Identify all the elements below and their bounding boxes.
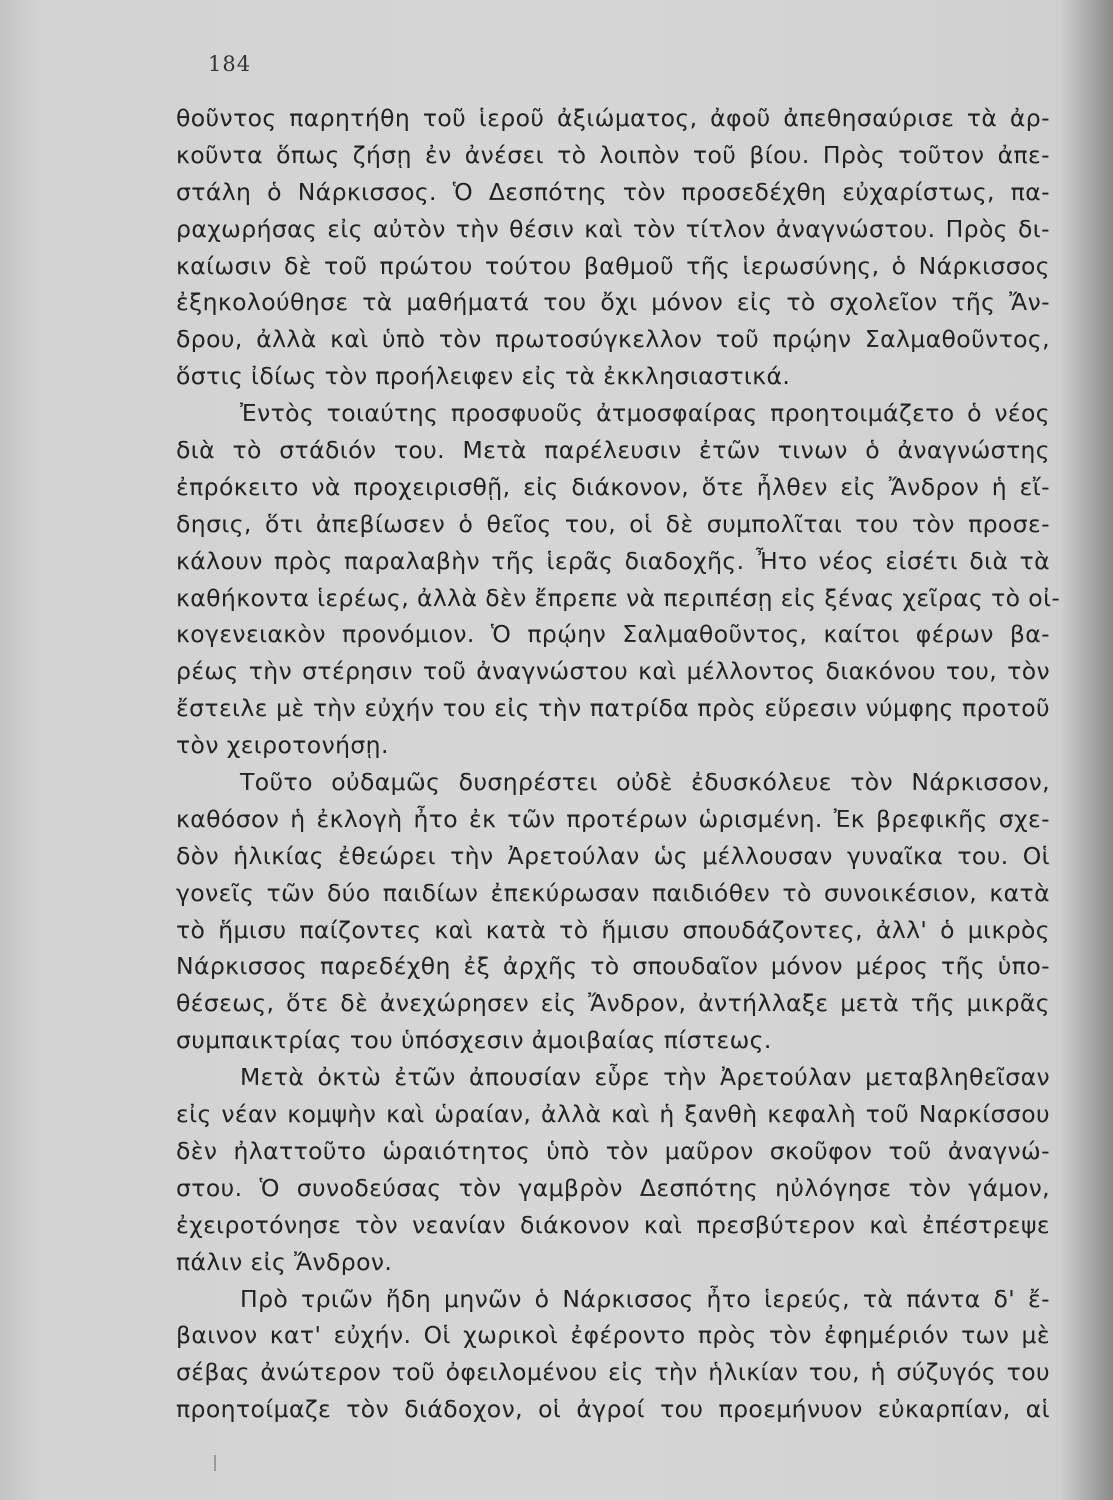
text-line: καθήκοντα ἱερέως, ἀλλὰ δὲν ἔπρεπε νὰ περιπέσῃ εἰς ξένας χεῖρας τὸ οἰ-: [176, 583, 1061, 612]
text-line: δὲν ἠλαττοῦτο ὡραιότητος ὑπὸ τὸν μαῦρον σκοῦφον τοῦ ἀναγνώ-: [176, 1136, 1050, 1165]
text-line: καίωσιν δὲ τοῦ πρώτου τούτου βαθμοῦ τῆς ἱερωσύνης, ὁ Νάρκισσος: [176, 251, 1050, 280]
text-line: στου. Ὁ συνοδεύσας τὸν γαμβρὸν Δεσπότης ηὐλόγησε τὸν γάμον,: [176, 1173, 1050, 1202]
text-line: κογενειακὸν προνόμιον. Ὁ πρῴην Σαλμαθοῦντος, καίτοι φέρων βα-: [176, 620, 1050, 649]
text-line: δὸν ἡλικίας ἐθεώρει τὴν Ἀρετούλαν ὡς μέλλουσαν γυναῖκα του. Οἱ: [176, 841, 1050, 870]
text-line: ραχωρήσας εἰς αὐτὸν τὴν θέσιν καὶ τὸν τίτλον ἀναγνώστου. Πρὸς δι-: [176, 214, 1050, 243]
text-line: Πρὸ τριῶν ἤδη μηνῶν ὁ Νάρκισσος ἦτο ἱερεύς, τὰ πάντα δ' ἔ-: [240, 1284, 1050, 1313]
text-line: θοῦντος παρητήθη τοῦ ἱεροῦ ἀξιώματος, ἀφοῦ ἀπεθησαύρισε τὰ ἀρ-: [176, 104, 1050, 132]
text-line: προητοίμαζε τὸν διάδοχον, οἱ ἀγροί του προεμήνυον εὐκαρπίαν, αἱ: [176, 1395, 1050, 1424]
text-line: κάλουν πρὸς παραλαβὴν τῆς ἱερᾶς διαδοχῆς. Ἦτο νέος εἰσέτι διὰ τὰ: [176, 546, 1050, 575]
text-line: Ἐντὸς τοιαύτης προσφυοῦς ἀτμοσφαίρας προητοιμάζετο ὁ νέος: [240, 399, 1050, 428]
text-line: στάλη ὁ Νάρκισσος. Ὁ Δεσπότης τὸν προσεδέχθη εὐχαρίστως, πα-: [176, 177, 1050, 206]
text-line: σέβας ἀνώτερον τοῦ ὀφειλομένου εἰς τὴν ἡλικίαν του, ἡ σύζυγός του: [176, 1358, 1050, 1387]
paragraph-2: [176, 395, 1061, 764]
text-line: δρου, ἀλλὰ καὶ ὑπὸ τὸν πρωτοσύγκελλον τοῦ πρῴην Σαλμαθοῦντος,: [176, 325, 1050, 354]
text-line: ρέως τὴν στέρησιν τοῦ ἀναγνώστου καὶ μέλλοντος διακόνου του, τὸν: [176, 657, 1050, 686]
text-line: τὸν χειροτονήσῃ.: [176, 731, 389, 760]
text-line: Νάρκισσος παρεδέχθη ἐξ ἀρχῆς τὸ σπουδαῖον μόνον μέρος τῆς ὑπο-: [176, 952, 1050, 981]
text-line: ἐξηκολούθησε τὰ μαθήματά του ὄχι μόνον εἰς τὸ σχολεῖον τῆς Ἄν-: [176, 288, 1050, 317]
text-line: Μετὰ ὀκτὼ ἐτῶν ἀπουσίαν εὗρε τὴν Ἀρετούλαν μεταβληθεῖσαν: [240, 1063, 1050, 1092]
text-line: διὰ τὸ στάδιόν του. Μετὰ παρέλευσιν ἐτῶν τινων ὁ ἀναγνώστης: [176, 436, 1050, 465]
text-line: κοῦντα ὅπως ζήσῃ ἐν ἀνέσει τὸ λοιπὸν τοῦ βίου. Πρὸς τοῦτον ἀπε-: [176, 140, 1050, 169]
text-line: ἔστειλε μὲ τὴν εὐχήν του εἰς τὴν πατρίδα πρὸς εὕρεσιν νύμφης προτοῦ: [176, 694, 1050, 723]
text-line: Τοῦτο οὐδαμῶς δυσηρέστει οὐδὲ ἐδυσκόλευε τὸν Νάρκισσον,: [240, 768, 1050, 797]
text-line: δησις, ὅτι ἀπεβίωσεν ὁ θεῖος του, οἱ δὲ συμπολῖται του τὸν προσε-: [176, 509, 1050, 538]
page-number: 184: [208, 52, 252, 76]
text-line: συμπαικτρίας του ὑπόσχεσιν ἀμοιβαίας πίστεως.: [176, 1026, 772, 1055]
paragraph-3: [176, 764, 1050, 1059]
text-line: καθόσον ἡ ἐκλογὴ ἦτο ἐκ τῶν προτέρων ὡρισμένη. Ἐκ βρεφικῆς σχε-: [176, 804, 1050, 833]
text-line: γονεῖς τῶν δύο παιδίων ἐπεκύρωσαν παιδιόθεν τὸ συνοικέσιον, κατὰ: [176, 878, 1050, 907]
text-line: θέσεως, ὅτε δὲ ἀνεχώρησεν εἰς Ἄνδρον, ἀντήλλαξε μετὰ τῆς μικρᾶς: [176, 989, 1050, 1018]
text-line: ἐπρόκειτο νὰ προχειρισθῇ, εἰς διάκονον, ὅτε ἦλθεν εἰς Ἄνδρον ἡ εἴ-: [176, 472, 1050, 501]
body-text: [176, 100, 1061, 1428]
paragraph-1: [176, 100, 1050, 395]
paragraph-4: [176, 1059, 1050, 1280]
text-line: τὸ ἥμισυ παίζοντες καὶ κατὰ τὸ ἥμισυ σπουδάζοντες, ἀλλ' ὁ μικρὸς: [176, 915, 1050, 944]
text-line: ἐχειροτόνησε τὸν νεανίαν διάκονον καὶ πρεσβύτερον καὶ ἐπέστρεψε: [176, 1210, 1050, 1239]
print-mark: [214, 1455, 216, 1471]
text-line: ὅστις ἰδίως τὸν προήλειφεν εἰς τὰ ἐκκλησιαστικά.: [176, 362, 791, 391]
text-line: πάλιν εἰς Ἄνδρον.: [176, 1247, 393, 1276]
text-line: βαινον κατ' εὐχήν. Οἱ χωρικοὶ ἐφέροντο πρὸς τὸν ἐφημέριόν των μὲ: [176, 1321, 1050, 1350]
paragraph-5: [176, 1281, 1050, 1429]
text-line: εἰς νέαν κομψὴν καὶ ὡραίαν, ἀλλὰ καὶ ἡ ξανθὴ κεφαλὴ τοῦ Ναρκίσσου: [176, 1100, 1050, 1129]
